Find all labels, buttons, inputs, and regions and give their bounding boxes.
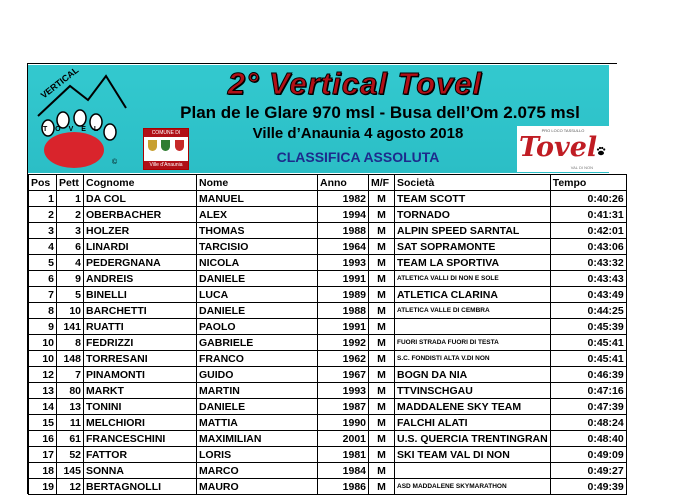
cell-tempo: 0:42:01	[550, 223, 626, 239]
cell-cognome: FEDRIZZI	[84, 335, 197, 351]
logo-vertical-text: VERTICAL	[38, 64, 81, 101]
cell-societa: TTVINSCHGAU	[395, 383, 551, 399]
cell-cognome: MARKT	[84, 383, 197, 399]
comune-bottom-text: Ville d’Anaunia	[144, 161, 188, 169]
tovel-brand-logo	[517, 126, 609, 172]
cell-pett: 5	[57, 287, 84, 303]
classifica-heading: CLASSIFICA ASSOLUTA	[276, 149, 440, 165]
table-row	[29, 255, 627, 271]
cell-anno: 1988	[318, 223, 369, 239]
cell-cognome: ANDREIS	[84, 271, 197, 287]
cell-mf: M	[369, 223, 395, 239]
cell-tempo: 0:45:41	[550, 351, 626, 367]
table-row	[29, 415, 627, 431]
cell-nome: TARCISIO	[197, 239, 318, 255]
cell-cognome: LINARDI	[84, 239, 197, 255]
cell-tempo: 0:43:06	[550, 239, 626, 255]
cell-mf: M	[369, 303, 395, 319]
table-row	[29, 463, 627, 479]
table-row	[29, 239, 627, 255]
cell-societa: MADDALENE SKY TEAM	[395, 399, 551, 415]
cell-pett: 145	[57, 463, 84, 479]
cell-pett: 4	[57, 255, 84, 271]
table-row	[29, 383, 627, 399]
cell-tempo: 0:43:43	[550, 271, 626, 287]
cell-nome: MAXIMILIAN	[197, 431, 318, 447]
cell-pos: 4	[29, 239, 57, 255]
table-row	[29, 191, 627, 207]
cell-pett: 11	[57, 415, 84, 431]
cell-anno: 1967	[318, 367, 369, 383]
cell-anno: 1992	[318, 335, 369, 351]
cell-mf: M	[369, 319, 395, 335]
cell-societa: ASD MADDALENE SKYMARATHON	[395, 479, 551, 495]
cell-pos: 10	[29, 351, 57, 367]
cell-pett: 3	[57, 223, 84, 239]
cell-cognome: BERTAGNOLLI	[84, 479, 197, 495]
cell-mf: M	[369, 191, 395, 207]
cell-tempo: 0:48:40	[550, 431, 626, 447]
cell-tempo: 0:48:24	[550, 415, 626, 431]
cell-nome: GABRIELE	[197, 335, 318, 351]
table-row	[29, 367, 627, 383]
cell-societa: SKI TEAM VAL DI NON	[395, 447, 551, 463]
cell-anno: 1984	[318, 463, 369, 479]
cell-cognome: MELCHIORI	[84, 415, 197, 431]
crest-shields-icon	[144, 137, 188, 154]
cell-societa: ALPIN SPEED SARNTAL	[395, 223, 551, 239]
logo-copyright: ©	[112, 159, 118, 166]
cell-pos: 1	[29, 191, 57, 207]
cell-nome: MATTIA	[197, 415, 318, 431]
logo-word-text: TOVEL	[43, 126, 107, 133]
cell-cognome: TONINI	[84, 399, 197, 415]
cell-societa: ATLETICA CLARINA	[395, 287, 551, 303]
cell-pos: 14	[29, 399, 57, 415]
cell-pett: 141	[57, 319, 84, 335]
cell-societa: BOGN DA NIA	[395, 367, 551, 383]
cell-nome: ALEX	[197, 207, 318, 223]
cell-mf: M	[369, 383, 395, 399]
cell-cognome: OBERBACHER	[84, 207, 197, 223]
cell-mf: M	[369, 207, 395, 223]
results-table	[28, 174, 627, 495]
cell-anno: 1991	[318, 319, 369, 335]
cell-pos: 3	[29, 223, 57, 239]
cell-societa: ATLETICA VALLI DI NON E SOLE	[395, 271, 551, 287]
cell-tempo: 0:47:39	[550, 399, 626, 415]
cell-tempo: 0:44:25	[550, 303, 626, 319]
cell-pos: 5	[29, 255, 57, 271]
cell-nome: FRANCO	[197, 351, 318, 367]
col-pos: Pos	[29, 175, 57, 191]
cell-mf: M	[369, 431, 395, 447]
tovel-word: Tovel	[519, 132, 598, 163]
cell-tempo: 0:45:39	[550, 319, 626, 335]
cell-cognome: PEDERGNANA	[84, 255, 197, 271]
cell-cognome: BARCHETTI	[84, 303, 197, 319]
cell-nome: GUIDO	[197, 367, 318, 383]
cell-mf: M	[369, 415, 395, 431]
cell-cognome: FRANCESCHINI	[84, 431, 197, 447]
cell-mf: M	[369, 447, 395, 463]
cell-pos: 7	[29, 287, 57, 303]
cell-nome: PAOLO	[197, 319, 318, 335]
cell-societa: ATLETICA VALLE DI CEMBRA	[395, 303, 551, 319]
comune-top-text: COMUNE DI	[144, 129, 188, 137]
cell-anno: 2001	[318, 431, 369, 447]
cell-anno: 1981	[318, 447, 369, 463]
col-anno: Anno	[318, 175, 369, 191]
cell-pos: 19	[29, 479, 57, 495]
cell-anno: 1994	[318, 207, 369, 223]
cell-tempo: 0:49:39	[550, 479, 626, 495]
cell-pos: 8	[29, 303, 57, 319]
cell-pett: 12	[57, 479, 84, 495]
race-date: Ville d’Anaunia 4 agosto 2018	[252, 125, 464, 142]
table-row	[29, 303, 627, 319]
cell-mf: M	[369, 239, 395, 255]
cell-nome: DANIELE	[197, 399, 318, 415]
cell-societa: TORNADO	[395, 207, 551, 223]
cell-nome: LORIS	[197, 447, 318, 463]
cell-anno: 1989	[318, 287, 369, 303]
cell-pett: 6	[57, 239, 84, 255]
cell-pett: 10	[57, 303, 84, 319]
cell-nome: MARCO	[197, 463, 318, 479]
cell-tempo: 0:49:09	[550, 447, 626, 463]
cell-societa	[395, 319, 551, 335]
cell-pett: 9	[57, 271, 84, 287]
table-row	[29, 351, 627, 367]
vertical-tovel-logo	[30, 64, 130, 172]
cell-tempo: 0:49:27	[550, 463, 626, 479]
cell-pos: 2	[29, 207, 57, 223]
table-row	[29, 271, 627, 287]
cell-pett: 61	[57, 431, 84, 447]
table-row	[29, 207, 627, 223]
cell-mf: M	[369, 479, 395, 495]
cell-anno: 1964	[318, 239, 369, 255]
cell-cognome: RUATTI	[84, 319, 197, 335]
cell-pos: 13	[29, 383, 57, 399]
cell-anno: 1962	[318, 351, 369, 367]
cell-mf: M	[369, 287, 395, 303]
cell-anno: 1987	[318, 399, 369, 415]
cell-pos: 6	[29, 271, 57, 287]
col-pett: Pett	[57, 175, 84, 191]
col-mf: M/F	[369, 175, 395, 191]
cell-tempo: 0:43:49	[550, 287, 626, 303]
cell-anno: 1991	[318, 271, 369, 287]
cell-pett: 148	[57, 351, 84, 367]
cell-nome: LUCA	[197, 287, 318, 303]
table-row	[29, 287, 627, 303]
cell-mf: M	[369, 335, 395, 351]
cell-mf: M	[369, 271, 395, 287]
cell-nome: MANUEL	[197, 191, 318, 207]
cell-tempo: 0:43:32	[550, 255, 626, 271]
cell-tempo: 0:46:39	[550, 367, 626, 383]
cell-cognome: SONNA	[84, 463, 197, 479]
page-title: 2° Vertical Tovel	[227, 66, 483, 101]
cell-pett: 8	[57, 335, 84, 351]
cell-anno: 1982	[318, 191, 369, 207]
cell-pett: 7	[57, 367, 84, 383]
col-societa: Società	[395, 175, 551, 191]
paw-small-icon	[596, 146, 606, 156]
cell-tempo: 0:41:31	[550, 207, 626, 223]
table-header-row	[29, 175, 627, 191]
cell-cognome: FATTOR	[84, 447, 197, 463]
table-row	[29, 431, 627, 447]
cell-mf: M	[369, 351, 395, 367]
cell-societa: U.S. QUERCIA TRENTINGRAN	[395, 431, 551, 447]
table-row	[29, 479, 627, 495]
cell-pett: 1	[57, 191, 84, 207]
cell-mf: M	[369, 399, 395, 415]
paw-icon	[44, 132, 104, 168]
cell-cognome: BINELLI	[84, 287, 197, 303]
table-row	[29, 447, 627, 463]
comune-crest	[143, 128, 189, 170]
cell-mf: M	[369, 255, 395, 271]
cell-nome: MARTIN	[197, 383, 318, 399]
cell-pos: 12	[29, 367, 57, 383]
cell-cognome: TORRESANI	[84, 351, 197, 367]
cell-anno: 1986	[318, 479, 369, 495]
col-tempo: Tempo	[550, 175, 626, 191]
cell-mf: M	[369, 367, 395, 383]
tovel-val-text: VAL DI NON	[570, 165, 593, 170]
cell-cognome: PINAMONTI	[84, 367, 197, 383]
cell-nome: DANIELE	[197, 271, 318, 287]
cell-pos: 16	[29, 431, 57, 447]
cell-tempo: 0:45:41	[550, 335, 626, 351]
cell-anno: 1993	[318, 255, 369, 271]
cell-societa: SAT SOPRAMONTE	[395, 239, 551, 255]
cell-nome: NICOLA	[197, 255, 318, 271]
race-subtitle: Plan de le Glare 970 msl - Busa dell’Om 2.075 msl	[180, 103, 580, 122]
table-row	[29, 399, 627, 415]
cell-nome: MAURO	[197, 479, 318, 495]
col-cognome: Cognome	[84, 175, 197, 191]
cell-pett: 13	[57, 399, 84, 415]
cell-anno: 1990	[318, 415, 369, 431]
cell-societa: FUORI STRADA FUORI DI TESTA	[395, 335, 551, 351]
col-nome: Nome	[197, 175, 318, 191]
cell-pos: 15	[29, 415, 57, 431]
cell-cognome: DA COL	[84, 191, 197, 207]
cell-societa: FALCHI ALATI	[395, 415, 551, 431]
cell-societa: TEAM LA SPORTIVA	[395, 255, 551, 271]
cell-pett: 2	[57, 207, 84, 223]
table-row	[29, 223, 627, 239]
tovel-small-text: PRO LOCO TASSULLO	[541, 128, 585, 133]
cell-pett: 80	[57, 383, 84, 399]
cell-societa: TEAM SCOTT	[395, 191, 551, 207]
cell-cognome: HOLZER	[84, 223, 197, 239]
cell-pos: 10	[29, 335, 57, 351]
cell-societa	[395, 463, 551, 479]
cell-pett: 52	[57, 447, 84, 463]
table-row	[29, 335, 627, 351]
cell-pos: 9	[29, 319, 57, 335]
cell-anno: 1993	[318, 383, 369, 399]
cell-nome: DANIELE	[197, 303, 318, 319]
cell-pos: 18	[29, 463, 57, 479]
cell-societa: S.C. FONDISTI ALTA V.DI NON	[395, 351, 551, 367]
cell-tempo: 0:47:16	[550, 383, 626, 399]
cell-pos: 17	[29, 447, 57, 463]
cell-anno: 1988	[318, 303, 369, 319]
cell-nome: THOMAS	[197, 223, 318, 239]
cell-mf: M	[369, 463, 395, 479]
cell-tempo: 0:40:26	[550, 191, 626, 207]
table-row	[29, 319, 627, 335]
